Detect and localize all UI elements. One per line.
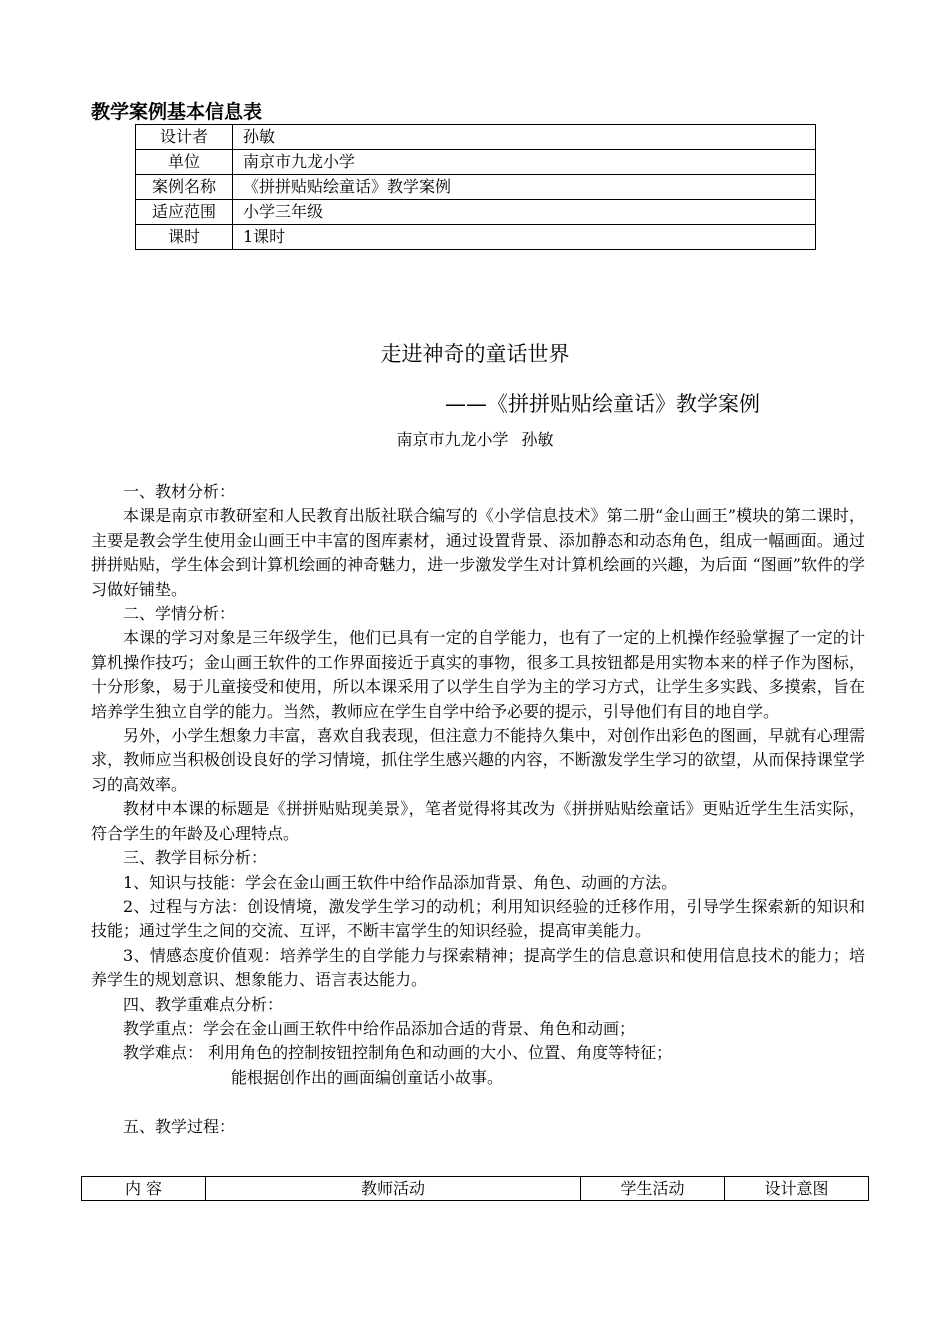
table-header-row [82,1177,869,1201]
unit-label: 单位 [136,150,233,175]
unit-value: 南京市九龙小学 [233,150,816,175]
section-heading-process: 五、教学过程： [123,1116,236,1136]
column-header-teacher: 教师活动 [206,1177,581,1201]
section-heading-objectives: 三、教学目标分析： [123,848,268,868]
paragraph: 教材中本课的标题是《拼拼贴贴现美景》，笔者觉得将其改为《拼拼贴贴绘童话》更贴近学生生活实际，符合学生的年龄及心理特点。 [91,799,865,843]
paragraph: 2、过程与方法：创设情境，激发学生学习的动机；利用知识经验的迁移作用，引导学生探索新的知识和技能；通过学生之间的交流、互评，不断丰富学生的知识经验，提高审美能力。 [91,896,865,941]
table-row [136,150,816,175]
class-hours-label: 课时 [136,225,233,250]
article-subtitle: ——《拼拼贴贴绘童话》教学案例 [445,392,760,416]
table-row [136,200,816,225]
paragraph: 本课的学习对象是三年级学生，他们已具有一定的自学能力，也有了一定的上机操作经验掌握了一定的计算机操作技巧；金山画王软件的工作界面接近于真实的事物，很多工具按钮都是用实物本来的样子作为图标，十分形象，易于儿童接受和使用，所以本课采用了以学生自学为主的学习方式，让学生多实践、多摸索，旨在培养学生独立自学的能力。当然，教师应在学生自学中给予必要的提示，引导他们有目的地自学。 [91,628,865,721]
paragraph: 能根据创作出的画面编创童话小故事。 [231,1067,504,1087]
class-hours-value: 1课时 [233,225,816,250]
paragraph: 本课是南京市教研室和人民教育出版社联合编写的《小学信息技术》第二册“金山画王”模块的第二课时，主要是教会学生使用金山画王中丰富的图库素材，通过设置背景、添加静态和动态角色，组成一幅画面。通过拼拼贴贴，学生体会到计算机绘画的神奇魅力，进一步激发学生对计算机绘画的兴趣，为后面 “图画”软件的学习做好铺垫。 [91,506,865,599]
designer-label: 设计者 [136,125,233,150]
article-title: 走进神奇的童话世界 [380,342,570,366]
paragraph: 另外，小学生想象力丰富，喜欢自我表现，但注意力不能持久集中，对创作出彩色的图画，早就有心理需求，教师应当积极创设良好的学习情境，抓住学生感兴趣的内容，不断激发学生学习的欲望，从而保持课堂学习的高效率。 [91,726,865,794]
section-heading-material: 一、教材分析： [123,482,236,501]
paragraph: 教学难点： 利用角色的控制按钮控制角色和动画的大小、位置、角度等特征； [123,1043,673,1063]
section-heading-key-points: 四、教学重难点分析： [123,994,284,1014]
paragraph: 3、情感态度价值观：培养学生的自学能力与探索精神；提高学生的信息意识和使用信息技术的能力；培养学生的规划意识、想象能力、语言表达能力。 [91,945,865,990]
designer-value: 孙敏 [233,125,816,150]
scope-label: 适应范围 [136,200,233,225]
paragraph: 教学重点：学会在金山画王软件中给作品添加合适的背景、角色和动画； [123,1018,636,1038]
column-header-content: 内 容 [82,1177,206,1201]
scope-value: 小学三年级 [233,200,816,225]
table-row [136,125,816,150]
case-name-value: 《拼拼贴贴绘童话》教学案例 [233,175,816,200]
paragraph: 1、知识与技能：学会在金山画王软件中给作品添加背景、角色、动画的方法。 [123,872,678,892]
author-byline: 南京市九龙小学 孙敏 [396,430,554,449]
basic-info-table [135,124,816,250]
article-body [91,480,865,1139]
column-header-intent: 设计意图 [725,1177,869,1201]
section-heading-students: 二、学情分析： [123,604,236,624]
teaching-process-table [81,1176,869,1201]
case-name-label: 案例名称 [136,175,233,200]
column-header-student: 学生活动 [581,1177,725,1201]
info-table-heading: 教学案例基本信息表 [91,101,263,123]
table-row [136,175,816,200]
table-row [136,225,816,250]
